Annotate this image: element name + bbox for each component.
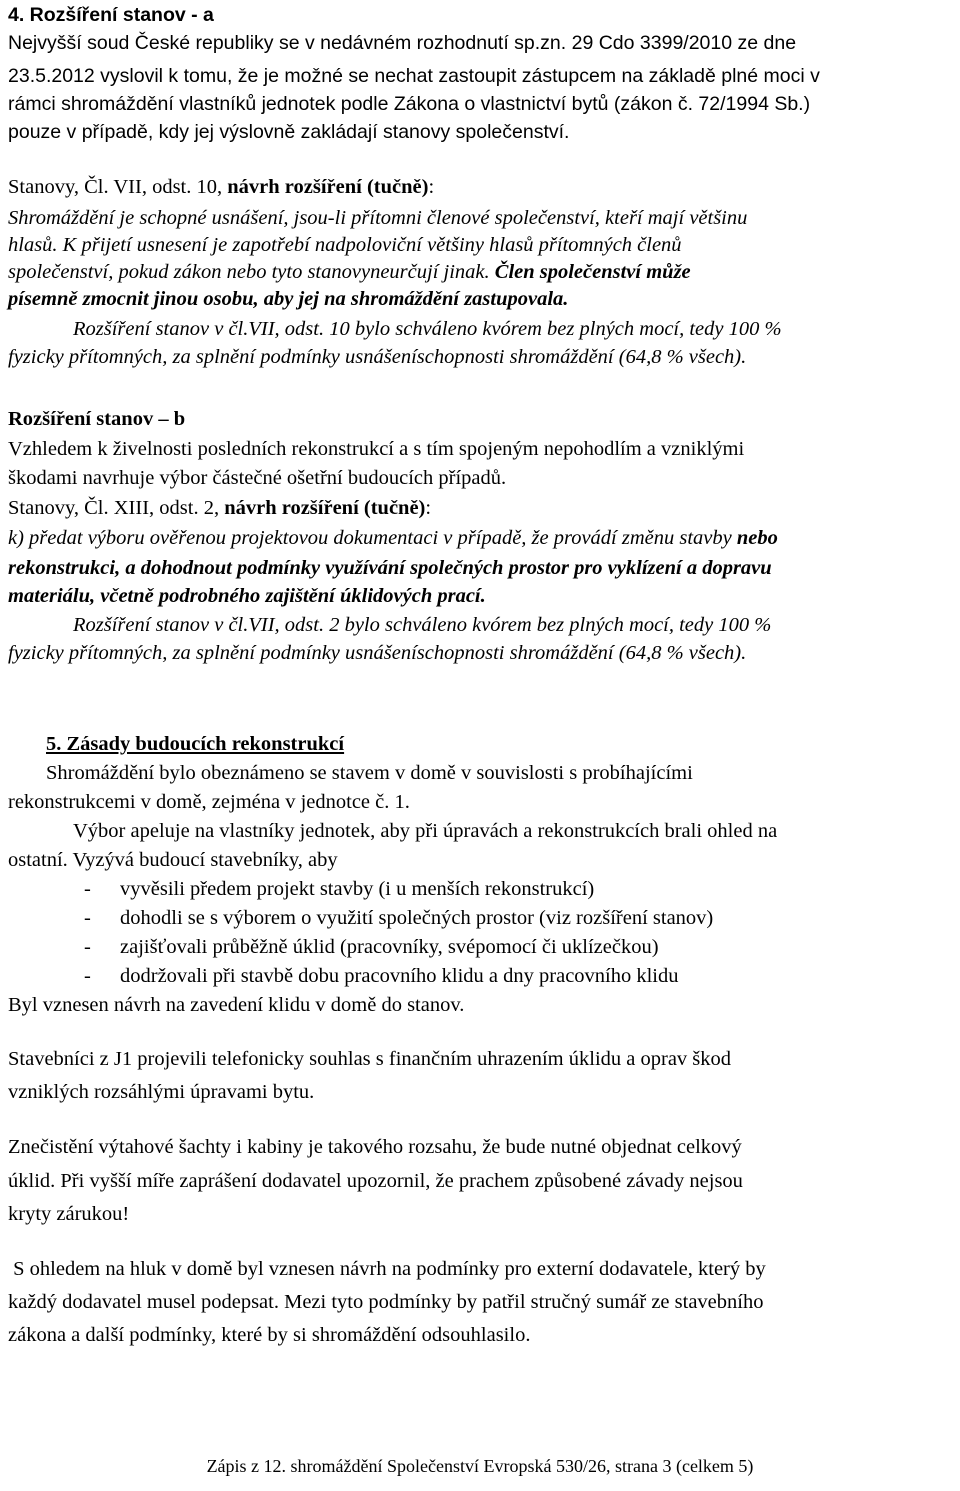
section-5-heading: 5. Zásady budoucích rekonstrukcí — [46, 733, 345, 755]
result-line: Rozšíření stanov v čl.VII, odst. 2 bylo schváleno kvórem bez plných mocí, tedy 100 % — [73, 614, 772, 636]
list-item: zajišťovali průběžně úklid (pracovníky, svépomocí či uklízečkou) — [120, 936, 659, 958]
bullet-dash: - — [84, 907, 91, 929]
bullet-dash: - — [84, 965, 91, 987]
section-b-heading: Rozšíření stanov – b — [8, 408, 186, 430]
result-line: Rozšíření stanov v čl.VII, odst. 10 bylo schváleno kvórem bez plných mocí, tedy 100 % — [73, 318, 782, 340]
quote-line — [8, 259, 691, 285]
quote-bold: Člen společenství může — [494, 261, 691, 283]
paragraph-line: Znečistění výtahové šachty i kabiny je takového rozsahu, že bude nutné objednat celkový — [8, 1136, 742, 1158]
quote-text: k) předat výboru ověřenou projektovou dokumentaci v případě, že provádí změnu stavby — [8, 527, 737, 549]
list-item: dohodli se s výborem o využití společných prostor (viz rozšíření stanov) — [120, 907, 714, 929]
paragraph-line: S ohledem na hluk v domě byl vznesen návrh na podmínky pro externí dodavatele, který by — [8, 1258, 766, 1280]
reference-bold: návrh rozšíření (tučně) — [227, 176, 429, 198]
paragraph-line: pouze v případě, kdy jej výslovně zakládají stanovy společenství. — [8, 121, 570, 143]
paragraph-line: úklid. Při vyšší míře zaprášení dodavatel upozornil, že prachem způsobené závady nejsou — [8, 1170, 743, 1192]
quote-bold: nebo — [736, 527, 778, 549]
paragraph-line: Vzhledem k živelnosti posledních rekonstrukcí a s tím spojeným nepohodlím a vzniklými — [8, 438, 745, 460]
reference-colon: : — [425, 497, 432, 519]
paragraph-line: vzniklých rozsáhlými úpravami bytu. — [8, 1081, 315, 1103]
paragraph-line: Byl vznesen návrh na zavedení klidu v domě do stanov. — [8, 994, 465, 1016]
statute-reference — [8, 495, 431, 521]
result-line: fyzicky přítomných, za splnění podmínky usnášeníschopnosti shromáždění (64,8 % všech). — [8, 346, 747, 368]
quote-line: rekonstrukci, a dohodnout podmínky využívání společných prostor pro vyklízení a dopravu — [8, 557, 772, 579]
bullet-dash: - — [84, 878, 91, 900]
quote-line — [8, 525, 778, 551]
reference-colon: : — [428, 176, 435, 198]
page-footer: Zápis z 12. shromáždění Společenství Evropská 530/26, strana 3 (celkem 5) — [206, 1456, 754, 1476]
paragraph-line: škodami navrhuje výbor částečné ošetřní budoucích případů. — [8, 467, 507, 489]
list-item: vyvěsili předem projekt stavby (i u menších rekonstrukcí) — [120, 878, 595, 900]
quote-text: společenství, pokud zákon nebo tyto stanovyneurčují jinak. — [8, 261, 495, 283]
paragraph-line: rámci shromáždění vlastníků jednotek podle Zákona o vlastnictví bytů (zákon č. 72/1994 Sb.) — [8, 93, 811, 115]
paragraph-line: Stavebníci z J1 projevili telefonicky souhlas s finančním uhrazením úklidu a oprav škod — [8, 1048, 732, 1070]
quote-line: písemně zmocnit jinou osobu, aby jej na shromáždění zastupovala. — [8, 288, 569, 310]
paragraph-line: kryty zárukou! — [8, 1203, 130, 1225]
section-4-heading: 4. Rozšíření stanov - a — [8, 4, 214, 26]
paragraph-line: 23.5.2012 vyslovil k tomu, že je možné se nechat zastoupit zástupcem na základě plné moci v — [8, 65, 820, 87]
paragraph-line: každý dodavatel musel podepsat. Mezi tyto podmínky by patřil stručný sumář ze stavebního — [8, 1291, 764, 1313]
list-item: dodržovali při stavbě dobu pracovního klidu a dny pracovního klidu — [120, 965, 679, 987]
reference-text: Stanovy, Čl. XIII, odst. 2, — [8, 497, 225, 519]
statute-reference — [8, 174, 434, 200]
paragraph-line: ostatní. Vyzývá budoucí stavebníky, aby — [8, 849, 338, 871]
paragraph-line: Shromáždění bylo obeznámeno se stavem v domě v souvislosti s probíhajícími — [46, 762, 693, 784]
paragraph-line: rekonstrukcemi v domě, zejména v jednotce č. 1. — [8, 791, 410, 813]
quote-line: Shromáždění je schopné usnášení, jsou-li přítomni členové společenství, kteří mají většinu — [8, 207, 748, 229]
bullet-dash: - — [84, 936, 91, 958]
reference-text: Stanovy, Čl. VII, odst. 10, — [8, 176, 228, 198]
quote-line: hlasů. K přijetí usnesení je zapotřebí nadpoloviční většiny hlasů přítomných členů — [8, 234, 682, 256]
paragraph-line: Nejvyšší soud České republiky se v nedávném rozhodnutí sp.zn. 29 Cdo 3399/2010 ze dne — [8, 32, 797, 54]
paragraph-line: zákona a další podmínky, které by si shromáždění odsouhlasilo. — [8, 1324, 531, 1346]
reference-bold: návrh rozšíření (tučně) — [224, 497, 426, 519]
paragraph-line: Výbor apeluje na vlastníky jednotek, aby při úpravách a rekonstrukcích brali ohled na — [73, 820, 778, 842]
result-line: fyzicky přítomných, za splnění podmínky usnášeníschopnosti shromáždění (64,8 % všech). — [8, 642, 747, 664]
quote-line: materiálu, včetně podrobného zajištění úklidových prací. — [8, 585, 486, 607]
